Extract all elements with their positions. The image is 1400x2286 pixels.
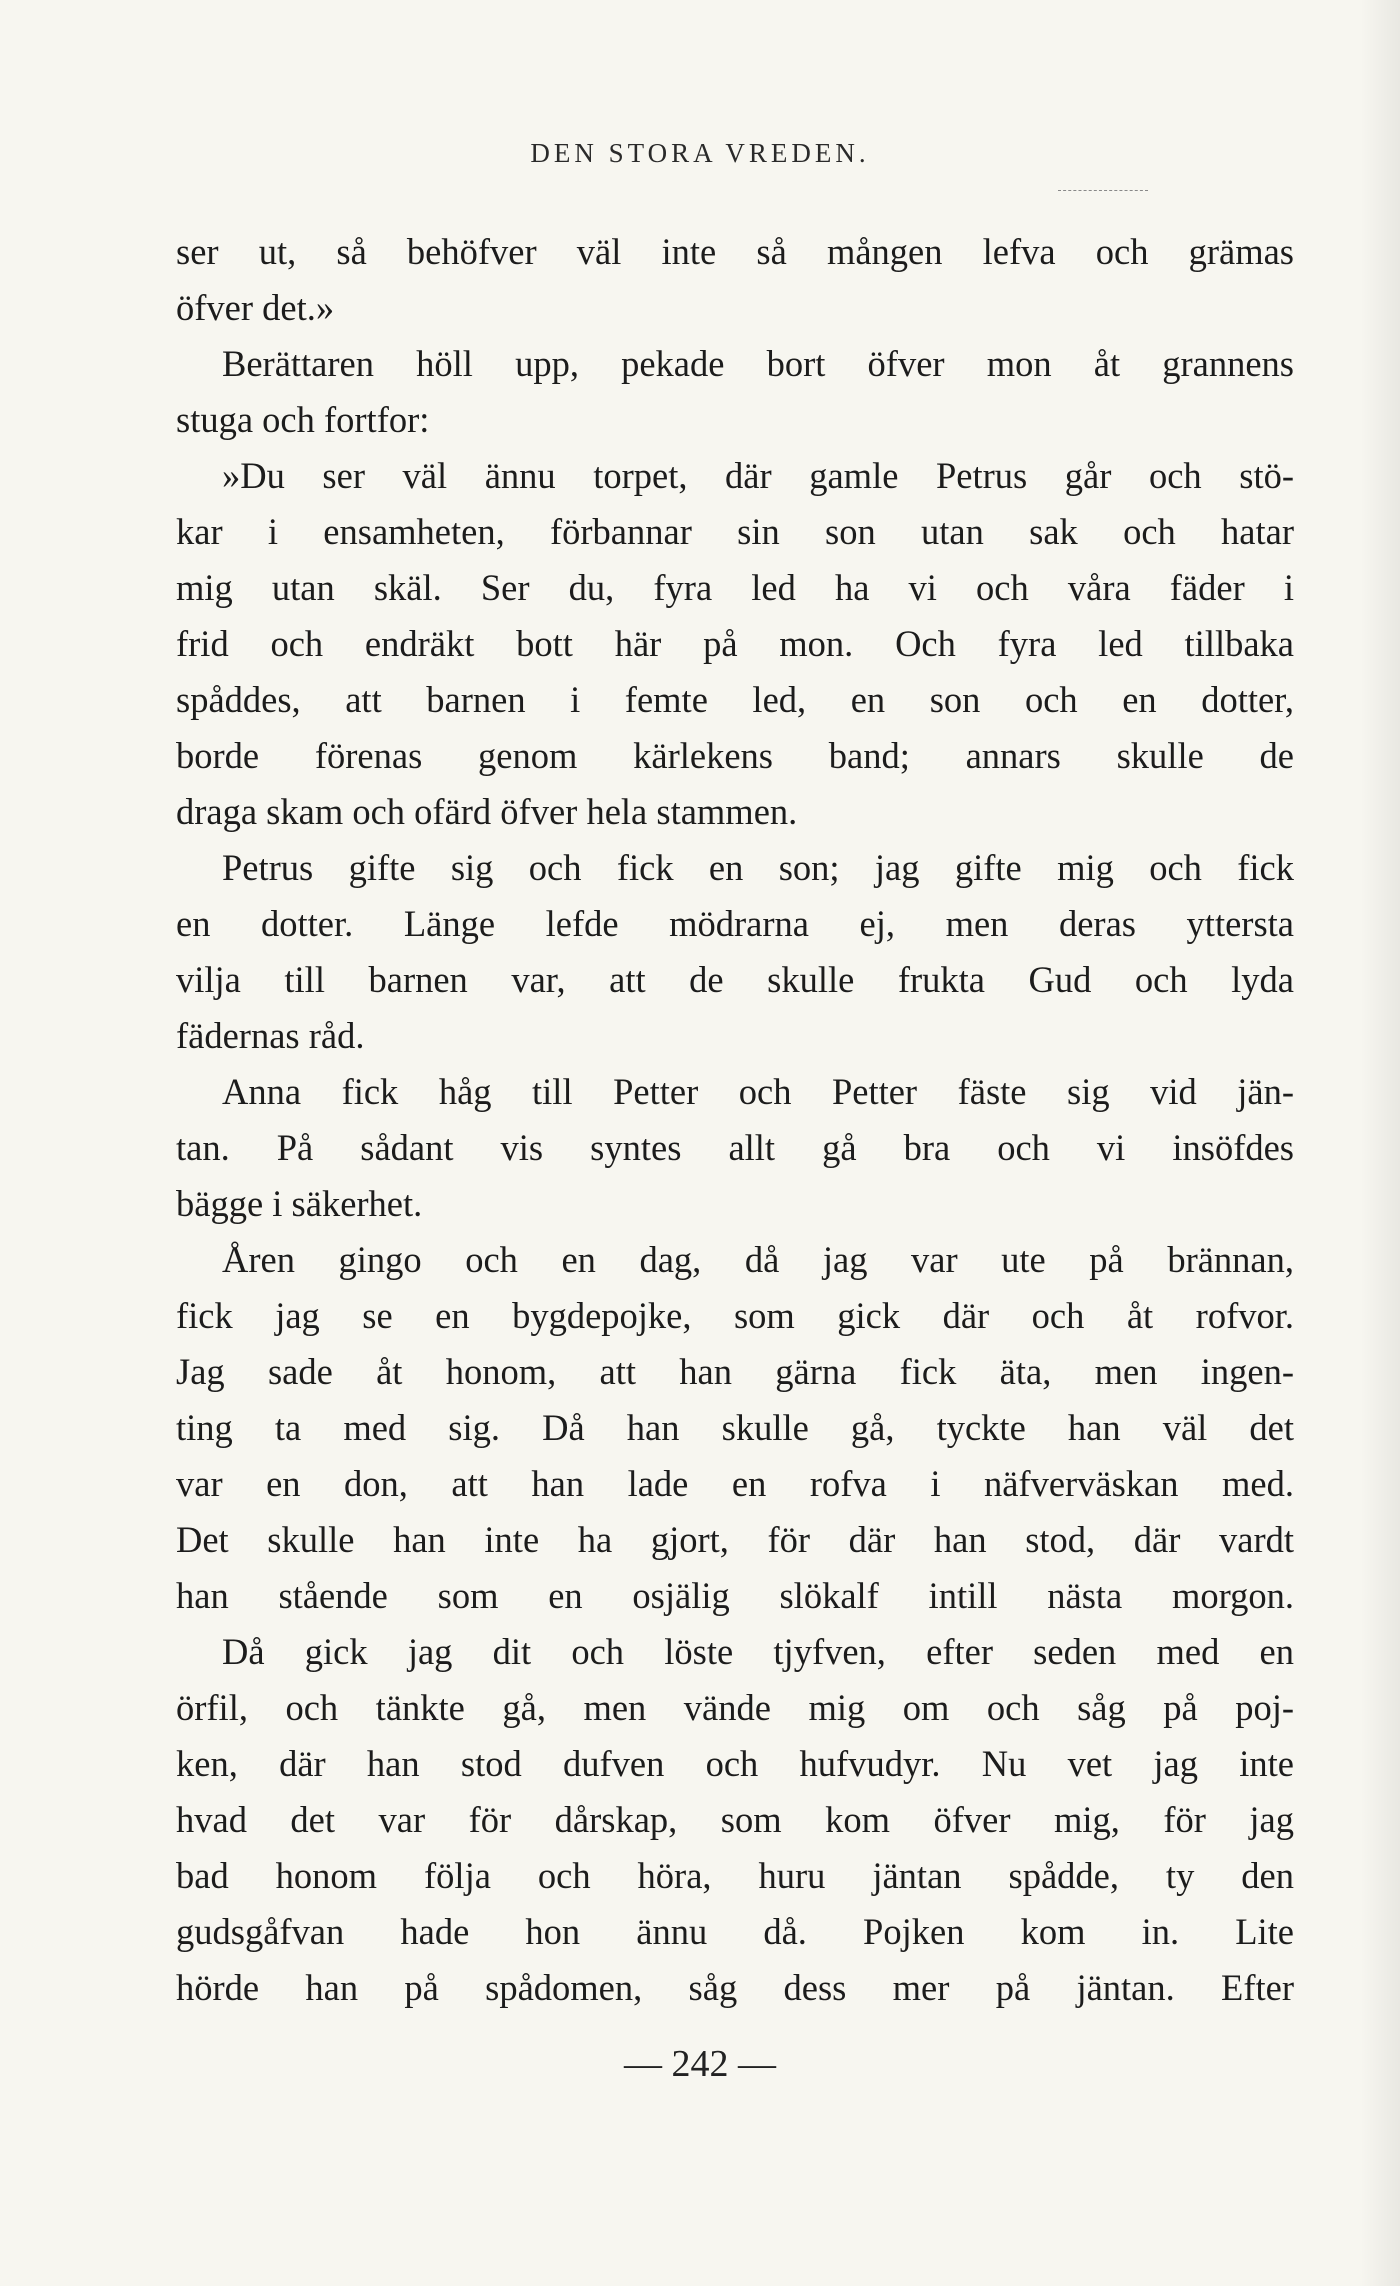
text-line: spåddes, att barnen i femte led, en son och en dotter, [176,679,1294,720]
page-edge-shadow [1360,0,1400,2286]
text-line: örfil, och tänkte gå, men vände mig om och såg på poj- [176,1687,1294,1728]
text-line: mig utan skäl. Ser du, fyra led ha vi och våra fäder i [176,567,1294,608]
text-line: frid och endräkt bott här på mon. Och fyra led tillbaka [176,623,1294,664]
text-line: draga skam och ofärd öfver hela stammen. [176,791,798,832]
text-line: Anna fick håg till Petter och Petter fäste sig vid jän- [222,1071,1294,1112]
text-line: stuga och fortfor: [176,399,430,440]
text-line: vilja till barnen var, att de skulle frukta Gud och lyda [176,959,1294,1000]
text-line: bad honom följa och höra, huru jäntan spådde, ty den [176,1855,1294,1896]
text-line: ting ta med sig. Då han skulle gå, tyckte han väl det [176,1407,1294,1448]
text-line: borde förenas genom kärlekens band; annars skulle de [176,735,1294,776]
text-line: hvad det var för dårskap, som kom öfver mig, för jag [176,1799,1294,1840]
text-line: »Du ser väl ännu torpet, där gamle Petrus går och stö- [222,455,1294,496]
text-line: en dotter. Länge lefde mödrarna ej, men deras yttersta [176,903,1294,944]
text-line: var en don, att han lade en rofva i näfverväskan med. [176,1463,1294,1504]
text-line: tan. På sådant vis syntes allt gå bra och vi insöfdes [176,1127,1294,1168]
running-head: DEN STORA VREDEN. [530,138,870,168]
text-line: ser ut, så behöfver väl inte så mången lefva och grämas [176,231,1294,272]
text-line: hörde han på spådomen, såg dess mer på jäntan. Efter [176,1967,1294,2008]
header-rule [1058,190,1148,192]
text-line: fädernas råd. [176,1015,365,1056]
body-text [176,224,1294,2016]
text-line: Åren gingo och en dag, då jag var ute på brännan, [222,1239,1294,1280]
text-line: han stående som en osjälig slökalf intill nästa morgon. [176,1575,1294,1616]
text-line: Petrus gifte sig och fick en son; jag gifte mig och fick [222,847,1294,888]
text-line: kar i ensamheten, förbannar sin son utan sak och hatar [176,511,1294,552]
text-line: bägge i säkerhet. [176,1183,423,1224]
text-line: gudsgåfvan hade hon ännu då. Pojken kom in. Lite [176,1911,1294,1952]
text-line: öfver det.» [176,287,335,328]
text-line: Berättaren höll upp, pekade bort öfver mon åt grannens [222,343,1294,384]
text-line: Det skulle han inte ha gjort, för där han stod, där vardt [176,1519,1294,1560]
text-line: Jag sade åt honom, att han gärna fick äta, men ingen- [176,1351,1294,1392]
page-number: — 242 — [624,2043,776,2085]
text-line: fick jag se en bygdepojke, som gick där och åt rofvor. [176,1295,1294,1336]
text-line: Då gick jag dit och löste tjyfven, efter seden med en [222,1631,1294,1672]
text-line: ken, där han stod dufven och hufvudyr. Nu vet jag inte [176,1743,1294,1784]
